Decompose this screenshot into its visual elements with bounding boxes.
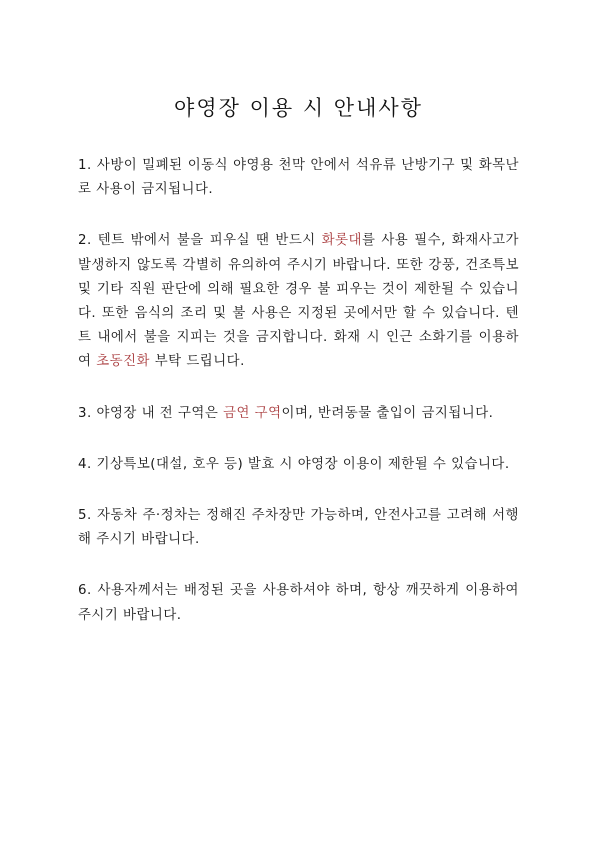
notice-item-1-text: 1. 사방이 밀폐된 이동식 야영용 천막 안에서 석유류 난방기구 및 화목난로 사용이 금지됩니다. — [78, 158, 519, 198]
notice-item-3-highlight-no-smoking: 금연 구역 — [223, 405, 282, 421]
notice-item-4-text: 4. 기상특보(대설, 호우 등) 발효 시 야영장 이용이 제한될 수 있습니다. — [78, 456, 510, 472]
notice-item-2-highlight-initial-suppression: 초동진화 — [96, 354, 150, 370]
notice-item-5-text: 5. 자동차 주·정차는 정해진 주차장만 가능하며, 안전사고를 고려해 서행해 주시기 바랍니다. — [78, 508, 519, 548]
notice-item-6 — [78, 579, 519, 627]
notice-item-3-text-part1: 3. 야영장 내 전 구역은 — [78, 405, 224, 421]
notice-item-5 — [78, 504, 519, 552]
notice-item-2-text-part1: 2. 텐트 밖에서 불을 피우실 땐 반드시 — [78, 233, 322, 249]
notice-item-2-highlight-fire-pit: 화롯대 — [321, 233, 362, 249]
notice-item-6-text: 6. 사용자께서는 배정된 곳을 사용하셔야 하며, 항상 깨끗하게 이용하여 주시기 바랍니다. — [78, 583, 519, 623]
notice-item-3 — [78, 402, 519, 426]
notice-list — [78, 154, 519, 628]
notice-item-3-text-part2: 이며, 반려동물 출입이 금지됩니다. — [281, 405, 494, 421]
notice-item-1 — [78, 154, 519, 202]
notice-item-2-text-part2: 를 사용 필수, 화재사고가 발생하지 않도록 각별히 유의하여 주시기 바랍니다. 또한 강풍, 건조특보 및 기타 직원 판단에 의해 필요한 경우 불 피우는 것이 제한될 수 있습니다. 또한 음식의 조리 및 불 사용은 지정된 곳에서만 할 수 있습니다. 텐트 내에서 불을 지피는 것을 금지합니다. 화재 시 인근 소화기를 이용하여 — [78, 233, 519, 370]
notice-item-4 — [78, 453, 519, 477]
notice-item-2-text-part3: 부탁 드립니다. — [149, 354, 245, 370]
page-title: 야영장 이용 시 안내사항 — [174, 96, 423, 120]
notice-item-2 — [78, 229, 519, 374]
